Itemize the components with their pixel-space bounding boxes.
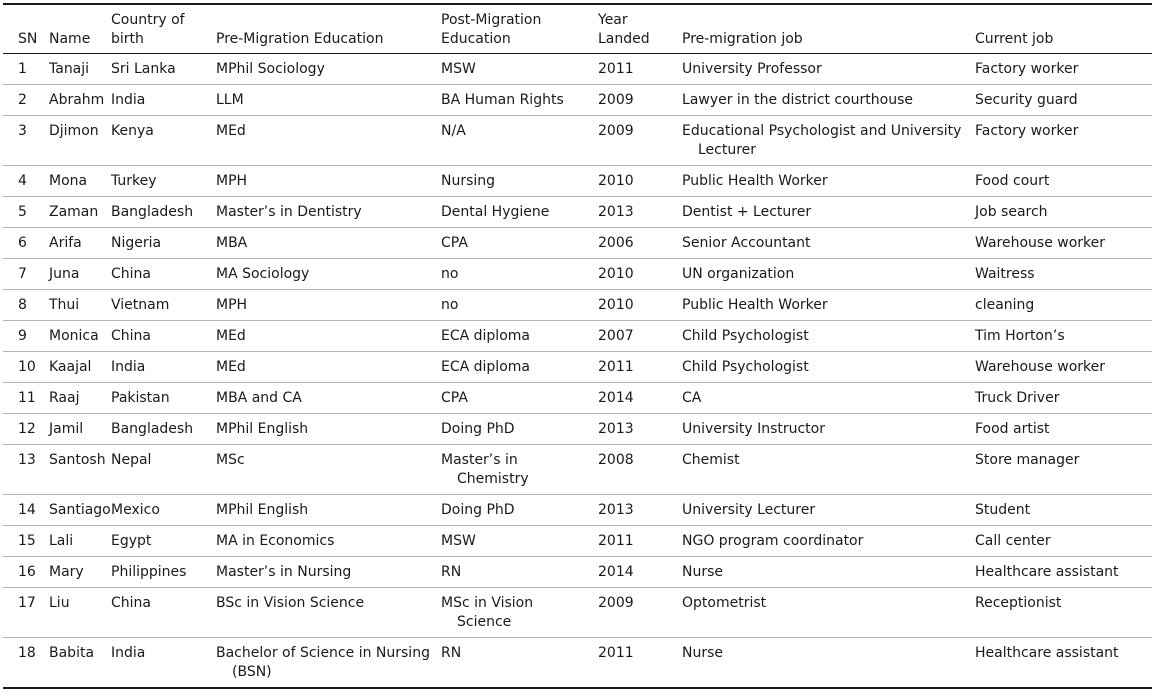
cell-post-education: BA Human Rights (441, 92, 564, 108)
cell-year-landed: 2013 (598, 421, 634, 437)
cell-name: Santosh (49, 452, 106, 468)
cell-sn: 8 (18, 297, 27, 313)
cell-current-job: Security guard (975, 92, 1078, 108)
cell-year-landed: 2011 (598, 359, 634, 375)
cell-country: Kenya (111, 123, 154, 139)
cell-year-landed: 2006 (598, 235, 634, 251)
cell-year-landed: 2009 (598, 123, 634, 139)
cell-pre-education: MA Sociology (216, 266, 310, 282)
cell-sn: 5 (18, 204, 27, 220)
cell-sn: 11 (18, 390, 36, 406)
cell-post-education: no (441, 297, 459, 313)
col-header-name: Name (49, 31, 91, 47)
cell-current-job: Food court (975, 173, 1050, 189)
cell-pre-job: Lawyer in the district courthouse (682, 92, 914, 108)
cell-country: Nepal (111, 452, 152, 468)
cell-year-landed: 2013 (598, 502, 634, 518)
cell-year-landed: 2011 (598, 645, 634, 661)
cell-pre-job: CA (682, 390, 702, 406)
cell-sn: 16 (18, 564, 36, 580)
cell-country: China (111, 266, 151, 282)
col-header-sn: SN (18, 31, 38, 47)
cell-post-education: Doing PhD (441, 421, 515, 437)
cell-pre-education: MA in Economics (216, 533, 335, 549)
cell-pre-job: University Professor (682, 61, 822, 77)
cell-pre-education: Master’s in Nursing (216, 564, 352, 580)
cell-year-landed: 2009 (598, 92, 634, 108)
cell-pre-education: BSc in Vision Science (216, 595, 365, 611)
cell-sn: 17 (18, 595, 36, 611)
table-row (3, 588, 1152, 638)
cell-country: Bangladesh (111, 421, 194, 437)
cell-country: Nigeria (111, 235, 162, 251)
table-row (3, 414, 1152, 445)
cell-post-education: RN (441, 645, 462, 661)
cell-current-job: Tim Horton’s (975, 328, 1065, 344)
cell-country: Vietnam (111, 297, 170, 313)
cell-pre-education: MEd (216, 328, 246, 344)
cell-post-education: ECA diploma (441, 359, 530, 375)
cell-sn: 18 (18, 645, 36, 661)
migration-table-container (3, 3, 1152, 689)
table-header-row (3, 5, 1152, 53)
cell-country: Bangladesh (111, 204, 194, 220)
cell-post-education: ECA diploma (441, 328, 530, 344)
cell-sn: 6 (18, 235, 27, 251)
col-header-post-education: Post-Migration Education (441, 12, 542, 47)
cell-pre-education: MPhil English (216, 421, 309, 437)
cell-pre-job: Optometrist (682, 595, 767, 611)
cell-name: Mona (49, 173, 88, 189)
cell-name: Thui (49, 297, 80, 313)
col-header-current-job: Current job (975, 31, 1054, 47)
cell-pre-job: University Instructor (682, 421, 825, 437)
cell-name: Santiago (49, 502, 111, 518)
cell-sn: 2 (18, 92, 27, 108)
cell-name: Jamil (49, 421, 84, 437)
table-row (3, 321, 1152, 352)
col-header-country: Country of birth (111, 12, 185, 47)
cell-current-job: Warehouse worker (975, 235, 1106, 251)
cell-current-job: Factory worker (975, 61, 1079, 77)
cell-name: Abrahm (49, 92, 105, 108)
cell-pre-job: Senior Accountant (682, 235, 811, 251)
cell-current-job: Factory worker (975, 123, 1079, 139)
cell-name: Juna (49, 266, 80, 282)
cell-current-job: Healthcare assistant (975, 564, 1119, 580)
cell-current-job: Warehouse worker (975, 359, 1106, 375)
cell-name: Tanaji (49, 61, 90, 77)
cell-pre-education: Bachelor of Science in Nursing (BSN) (216, 645, 430, 680)
cell-pre-job: Nurse (682, 564, 724, 580)
cell-current-job: Truck Driver (975, 390, 1060, 406)
cell-year-landed: 2007 (598, 328, 634, 344)
cell-pre-education: MPhil English (216, 502, 309, 518)
cell-post-education: CPA (441, 390, 468, 406)
cell-pre-education: MBA and CA (216, 390, 302, 406)
cell-name: Raaj (49, 390, 80, 406)
table-row (3, 85, 1152, 116)
table-row (3, 526, 1152, 557)
cell-sn: 15 (18, 533, 36, 549)
cell-year-landed: 2014 (598, 564, 634, 580)
cell-pre-education: MEd (216, 359, 246, 375)
cell-current-job: Call center (975, 533, 1051, 549)
cell-post-education: Dental Hygiene (441, 204, 550, 220)
cell-pre-education: MPhil Sociology (216, 61, 325, 77)
migrant-education-table-body (3, 54, 1152, 687)
cell-year-landed: 2010 (598, 173, 634, 189)
cell-pre-job: University Lecturer (682, 502, 816, 518)
cell-name: Lali (49, 533, 74, 549)
cell-current-job: Healthcare assistant (975, 645, 1119, 661)
table-row (3, 557, 1152, 588)
cell-pre-education: MEd (216, 123, 246, 139)
cell-sn: 14 (18, 502, 36, 518)
cell-year-landed: 2013 (598, 204, 634, 220)
cell-country: Turkey (111, 173, 157, 189)
cell-post-education: CPA (441, 235, 468, 251)
cell-pre-job: Chemist (682, 452, 740, 468)
table-bottom-rule (3, 687, 1152, 689)
cell-name: Monica (49, 328, 99, 344)
cell-pre-education: LLM (216, 92, 244, 108)
cell-country: Mexico (111, 502, 160, 518)
table-row (3, 290, 1152, 321)
table-row (3, 638, 1152, 688)
cell-current-job: Receptionist (975, 595, 1062, 611)
cell-year-landed: 2010 (598, 297, 634, 313)
cell-pre-education: MPH (216, 173, 248, 189)
cell-pre-job: Child Psychologist (682, 359, 809, 375)
cell-sn: 4 (18, 173, 27, 189)
col-header-year-landed: Year Landed (598, 12, 650, 47)
cell-current-job: Food artist (975, 421, 1050, 437)
cell-post-education: MSW (441, 533, 476, 549)
table-row (3, 352, 1152, 383)
cell-country: India (111, 92, 146, 108)
cell-pre-job: Child Psychologist (682, 328, 809, 344)
cell-name: Liu (49, 595, 70, 611)
cell-post-education: Master’s in Chemistry (441, 452, 529, 487)
cell-sn: 7 (18, 266, 27, 282)
cell-post-education: no (441, 266, 459, 282)
table-row (3, 197, 1152, 228)
table-row (3, 228, 1152, 259)
table-row (3, 116, 1152, 166)
cell-name: Babita (49, 645, 95, 661)
cell-pre-job: Dentist + Lecturer (682, 204, 812, 220)
table-row (3, 495, 1152, 526)
cell-name: Mary (49, 564, 84, 580)
col-header-pre-job: Pre-migration job (682, 31, 803, 47)
table-row (3, 445, 1152, 495)
cell-pre-job: NGO program coordinator (682, 533, 864, 549)
cell-year-landed: 2009 (598, 595, 634, 611)
cell-name: Kaajal (49, 359, 92, 375)
cell-sn: 12 (18, 421, 36, 437)
table-row (3, 54, 1152, 85)
cell-pre-education: Master’s in Dentistry (216, 204, 362, 220)
table-row (3, 383, 1152, 414)
cell-sn: 9 (18, 328, 27, 344)
table-row (3, 166, 1152, 197)
cell-name: Arifa (49, 235, 82, 251)
cell-pre-education: MPH (216, 297, 248, 313)
cell-country: India (111, 645, 146, 661)
cell-post-education: Doing PhD (441, 502, 515, 518)
cell-post-education: Nursing (441, 173, 496, 189)
cell-country: Sri Lanka (111, 61, 176, 77)
cell-name: Djimon (49, 123, 99, 139)
cell-pre-job: Public Health Worker (682, 173, 828, 189)
cell-current-job: Waitress (975, 266, 1035, 282)
cell-pre-job: UN organization (682, 266, 795, 282)
cell-country: Philippines (111, 564, 187, 580)
cell-current-job: cleaning (975, 297, 1035, 313)
cell-name: Zaman (49, 204, 99, 220)
cell-current-job: Student (975, 502, 1031, 518)
cell-pre-job: Educational Psychologist and University Lecturer (682, 123, 962, 158)
cell-year-landed: 2011 (598, 533, 634, 549)
cell-country: India (111, 359, 146, 375)
cell-current-job: Job search (975, 204, 1048, 220)
cell-pre-job: Nurse (682, 645, 724, 661)
cell-post-education: MSW (441, 61, 476, 77)
cell-year-landed: 2011 (598, 61, 634, 77)
migrant-education-table (3, 5, 1152, 53)
cell-sn: 13 (18, 452, 36, 468)
cell-current-job: Store manager (975, 452, 1080, 468)
cell-year-landed: 2014 (598, 390, 634, 406)
cell-country: Pakistan (111, 390, 170, 406)
cell-post-education: RN (441, 564, 462, 580)
cell-post-education: MSc in Vision Science (441, 595, 534, 630)
cell-country: Egypt (111, 533, 152, 549)
cell-sn: 10 (18, 359, 36, 375)
cell-year-landed: 2008 (598, 452, 634, 468)
cell-sn: 3 (18, 123, 27, 139)
cell-year-landed: 2010 (598, 266, 634, 282)
cell-post-education: N/A (441, 123, 466, 139)
cell-pre-education: MBA (216, 235, 248, 251)
col-header-pre-education: Pre-Migration Education (216, 31, 384, 47)
cell-country: China (111, 595, 151, 611)
cell-sn: 1 (18, 61, 27, 77)
table-row (3, 259, 1152, 290)
cell-pre-job: Public Health Worker (682, 297, 828, 313)
cell-pre-education: MSc (216, 452, 245, 468)
cell-country: China (111, 328, 151, 344)
